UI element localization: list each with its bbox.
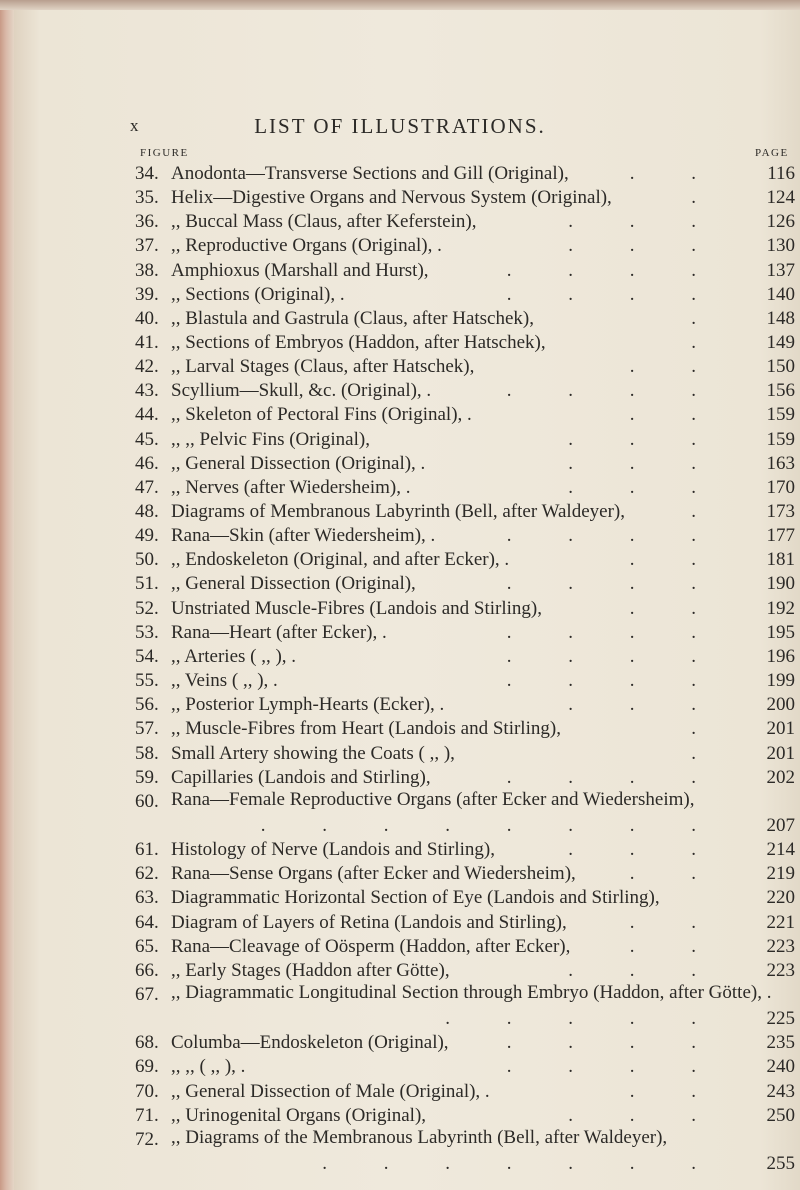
leader-dots: . . . .: [506, 380, 722, 402]
list-item: [135, 1078, 797, 1102]
page-number: 159: [766, 428, 795, 450]
list-item: [135, 1102, 797, 1126]
page-number: 163: [766, 452, 795, 474]
figure-caption: ,, Nerves (after Wiedersheim), .: [171, 476, 411, 498]
leader-dots: . . . .: [506, 1056, 722, 1078]
leader-dots: .: [691, 332, 722, 354]
leader-dots: . . . .: [506, 645, 722, 667]
leader-dots: . . . .: [506, 670, 722, 692]
leader-dots: . . .: [568, 1104, 722, 1126]
figure-caption: Rana—Sense Organs (after Ecker and Wiedersheim),: [171, 863, 576, 885]
figure-caption: ,, Urinogenital Organs (Original),: [171, 1104, 427, 1126]
figure-number: 68.: [135, 1032, 159, 1054]
page-number: 195: [766, 621, 795, 643]
figure-number: 50.: [135, 549, 159, 571]
page-number: 255: [766, 1152, 795, 1174]
figure-caption: ,, Sections (Original), .: [171, 283, 345, 305]
figure-number: 53.: [135, 621, 159, 643]
list-item: [135, 257, 797, 281]
figure-number: 54.: [135, 645, 159, 667]
figure-caption: Histology of Nerve (Landois and Stirling),: [171, 839, 496, 861]
leader-dots: . .: [629, 163, 722, 184]
leader-dots: . . . . .: [445, 1008, 722, 1030]
figure-number: 66.: [135, 959, 159, 981]
page-number: 148: [766, 307, 795, 329]
figure-number: 45.: [135, 428, 159, 450]
page-number: 243: [766, 1080, 795, 1102]
figure-caption: Anodonta—Transverse Sections and Gill (Original),: [171, 163, 569, 184]
list-item: [135, 788, 797, 836]
page-number: 149: [766, 332, 795, 354]
figure-caption: Diagrammatic Horizontal Section of Eye (Landois and Stirling),: [171, 887, 660, 909]
leader-dots: . . . .: [506, 766, 722, 788]
figure-number: 42.: [135, 356, 159, 378]
list-item: [135, 836, 797, 860]
leader-dots: . . .: [568, 476, 722, 498]
leader-dots: . . . .: [506, 621, 722, 643]
leader-dots: . . . .: [506, 573, 722, 595]
list-item: [135, 305, 797, 329]
list-item: [135, 740, 797, 764]
figure-number: 44.: [135, 404, 159, 426]
page-number: 181: [766, 549, 795, 571]
figure-number: 57.: [135, 718, 159, 740]
figure-number: 41.: [135, 332, 159, 354]
figure-caption: Rana—Cleavage of Oösperm (Haddon, after Ecker),: [171, 935, 571, 957]
list-item: [135, 426, 797, 450]
page-number: 223: [766, 959, 795, 981]
leader-dots: . . . .: [506, 525, 722, 547]
list-item: [135, 474, 797, 498]
leader-dots: . .: [629, 404, 722, 426]
page-number: 207: [766, 814, 795, 836]
figure-number: 48.: [135, 501, 159, 523]
list-item: [135, 643, 797, 667]
figure-number: 52.: [135, 597, 159, 619]
figure-caption: ,, General Dissection (Original), .: [171, 452, 426, 474]
leader-dots: . .: [629, 356, 722, 378]
leader-dots: . .: [629, 597, 722, 619]
figure-caption: ,, ,, Pelvic Fins (Original),: [171, 428, 370, 450]
figure-number: 40.: [135, 307, 159, 329]
leader-dots: .: [691, 307, 722, 329]
figure-caption: ,, Sections of Embryos (Haddon, after Hatschek),: [171, 332, 546, 354]
figure-number: 36.: [135, 211, 159, 233]
list-item: [135, 208, 797, 232]
page-number: 201: [766, 742, 795, 764]
list-item: [135, 909, 797, 933]
figure-caption: Columba—Endoskeleton (Original),: [171, 1032, 449, 1054]
figure-number: 37.: [135, 235, 159, 257]
figure-number: 65.: [135, 935, 159, 957]
list-item: [135, 933, 797, 957]
list-item: [135, 764, 797, 788]
figure-number: 47.: [135, 476, 159, 498]
figure-number: 38.: [135, 259, 159, 281]
figure-caption: ,, Diagrams of the Membranous Labyrinth (Bell, after Waldeyer),: [171, 1126, 668, 1148]
leader-dots: . . .: [568, 959, 722, 981]
page-number: 202: [766, 766, 795, 788]
page-number: 221: [766, 911, 795, 933]
page-number: 137: [766, 259, 795, 281]
list-item: [135, 377, 797, 401]
leader-dots: .: [691, 718, 722, 740]
figure-number: 58.: [135, 742, 159, 764]
figure-caption: Amphioxus (Marshall and Hurst),: [171, 259, 429, 281]
figure-caption: Unstriated Muscle-Fibres (Landois and Stirling),: [171, 597, 542, 619]
figure-number: 59.: [135, 766, 159, 788]
page-number: 225: [766, 1008, 795, 1030]
figure-caption: ,, Posterior Lymph-Hearts (Ecker), .: [171, 694, 445, 716]
page-number: 235: [766, 1032, 795, 1054]
leader-dots: . . .: [568, 211, 722, 233]
leader-dots: . . .: [568, 694, 722, 716]
page-folio: x: [130, 116, 140, 135]
page-number: 223: [766, 935, 795, 957]
figure-number: 43.: [135, 380, 159, 402]
list-item: [135, 570, 797, 594]
leader-dots: . . . .: [506, 1032, 722, 1054]
page-number: 190: [766, 573, 795, 595]
leader-dots: . .: [629, 863, 722, 885]
list-item: [135, 595, 797, 619]
list-item: [135, 1029, 797, 1053]
column-head-page: PAGE: [755, 147, 789, 159]
leader-dots: . . .: [568, 839, 722, 861]
list-item: [135, 1053, 797, 1077]
figure-caption: ,, General Dissection (Original),: [171, 573, 416, 595]
page-binding-edge: [0, 0, 14, 1190]
figure-caption: ,, Muscle-Fibres from Heart (Landois and Stirling),: [171, 718, 561, 740]
figure-number: 62.: [135, 863, 159, 885]
page-number: 250: [766, 1104, 795, 1126]
figure-caption: ,, Reproductive Organs (Original), .: [171, 235, 442, 257]
figure-caption: ,, Veins ( ,, ), .: [171, 670, 278, 692]
page-number: 156: [766, 380, 795, 402]
leader-dots: . .: [629, 911, 722, 933]
list-item: [135, 450, 797, 474]
figure-caption: ,, Skeleton of Pectoral Fins (Original), .: [171, 404, 472, 426]
list-item: [135, 546, 797, 570]
figure-number: 63.: [135, 887, 159, 909]
list-item: [135, 1126, 797, 1174]
page-number: 192: [766, 597, 795, 619]
figure-number: 56.: [135, 694, 159, 716]
figure-caption: ,, Arteries ( ,, ), .: [171, 645, 297, 667]
page-number: 219: [766, 863, 795, 885]
figure-caption: ,, General Dissection of Male (Original), .: [171, 1080, 490, 1102]
figure-caption: Rana—Female Reproductive Organs (after Ecker and Wiedersheim),: [171, 788, 695, 810]
figure-number: 64.: [135, 911, 159, 933]
page-number: 173: [766, 501, 795, 523]
page-number: 177: [766, 525, 795, 547]
leader-dots: . . .: [568, 428, 722, 450]
leader-dots: . . . . . . . .: [260, 814, 722, 836]
page-number: 130: [766, 235, 795, 257]
page-number: 126: [766, 211, 795, 233]
page-number: 200: [766, 694, 795, 716]
list-item: [135, 353, 797, 377]
list-item: [135, 715, 797, 739]
figure-number: 35.: [135, 187, 159, 209]
leader-dots: . .: [629, 549, 722, 571]
list-item: [135, 981, 797, 1029]
page-number: 196: [766, 645, 795, 667]
figure-number: 55.: [135, 670, 159, 692]
list-item: [135, 884, 797, 908]
leader-dots: . . . .: [506, 283, 722, 305]
page-number: 199: [766, 670, 795, 692]
column-head-figure: FIGURE: [140, 147, 189, 159]
page-number: 150: [766, 356, 795, 378]
page-number: 170: [766, 476, 795, 498]
page-number: 124: [766, 187, 795, 209]
figure-caption: ,, Diagrammatic Longitudinal Section through Embryo (Haddon, after Götte), .: [171, 981, 772, 1003]
leader-dots: . . .: [568, 452, 722, 474]
figure-number: 61.: [135, 839, 159, 861]
leader-dots: . . . .: [506, 259, 722, 281]
list-item: [135, 498, 797, 522]
figure-number: 46.: [135, 452, 159, 474]
figure-number: 60.: [135, 790, 159, 812]
list-item: [135, 691, 797, 715]
figure-number: 70.: [135, 1080, 159, 1102]
figure-caption: Diagram of Layers of Retina (Landois and Stirling),: [171, 911, 567, 933]
leader-dots: . . .: [568, 235, 722, 257]
page-number: 140: [766, 283, 795, 305]
figure-number: 72.: [135, 1128, 159, 1150]
page-number: 220: [766, 887, 795, 909]
list-item: [135, 281, 797, 305]
leader-dots: . .: [629, 935, 722, 957]
figure-number: 71.: [135, 1104, 159, 1126]
figure-caption: ,, ,, ( ,, ), .: [171, 1056, 246, 1078]
figure-caption: Rana—Heart (after Ecker), .: [171, 621, 387, 643]
running-title: LIST OF ILLUSTRATIONS.: [254, 114, 546, 138]
figure-caption: ,, Blastula and Gastrula (Claus, after Hatschek),: [171, 307, 534, 329]
list-item: [135, 401, 797, 425]
page-number: 214: [766, 839, 795, 861]
list-item: [135, 184, 797, 208]
figure-caption: Rana—Skin (after Wiedersheim), .: [171, 525, 436, 547]
list-item: [135, 522, 797, 546]
list-item: [135, 957, 797, 981]
figure-caption: Helix—Digestive Organs and Nervous System (Original),: [171, 187, 612, 209]
leader-dots: .: [691, 742, 722, 764]
list-item: [135, 329, 797, 353]
figure-caption: Small Artery showing the Coats ( ,, ),: [171, 742, 455, 764]
figure-number: 67.: [135, 983, 159, 1005]
page-header: [0, 112, 800, 142]
figure-number: 69.: [135, 1056, 159, 1078]
list-item: [135, 160, 797, 184]
page-number: 201: [766, 718, 795, 740]
page-number: 240: [766, 1056, 795, 1078]
leader-dots: . . . . . . .: [322, 1152, 722, 1174]
page-number: 159: [766, 404, 795, 426]
figure-caption: ,, Buccal Mass (Claus, after Keferstein),: [171, 211, 477, 233]
figure-caption: ,, Endoskeleton (Original, and after Ecker), .: [171, 549, 510, 571]
page-number: 116: [767, 163, 795, 184]
figure-number: 39.: [135, 283, 159, 305]
leader-dots: .: [691, 187, 722, 209]
list-item: [135, 232, 797, 256]
list-item: [135, 619, 797, 643]
leader-dots: .: [691, 501, 722, 523]
page-top-edge: [0, 0, 800, 10]
figure-caption: Scyllium—Skull, &c. (Original), .: [171, 380, 432, 402]
leader-dots: . .: [629, 1080, 722, 1102]
figure-number: 34.: [135, 163, 159, 184]
list-item: [135, 860, 797, 884]
figure-caption: Capillaries (Landois and Stirling),: [171, 766, 431, 788]
figure-caption: ,, Larval Stages (Claus, after Hatschek),: [171, 356, 475, 378]
list-item: [135, 667, 797, 691]
figure-number: 51.: [135, 573, 159, 595]
figure-number: 49.: [135, 525, 159, 547]
figure-caption: ,, Early Stages (Haddon after Götte),: [171, 959, 450, 981]
figure-caption: Diagrams of Membranous Labyrinth (Bell, after Waldeyer),: [171, 501, 625, 523]
